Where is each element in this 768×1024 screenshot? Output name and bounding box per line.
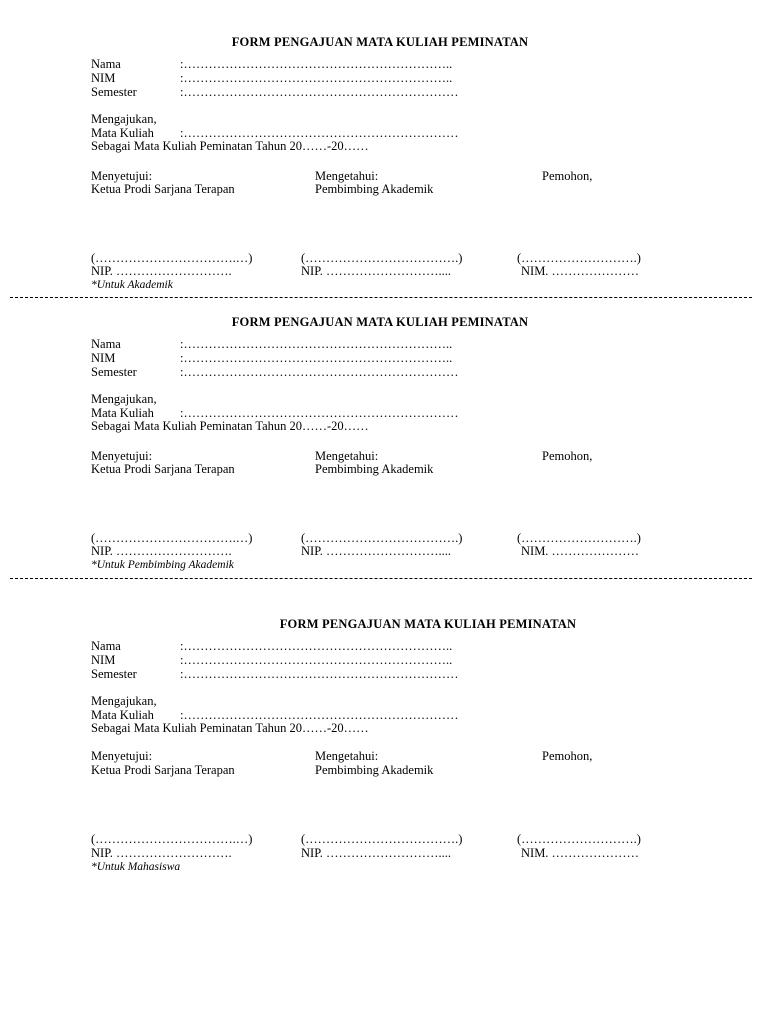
nim-field[interactable]: :……………………………………………………….. — [180, 71, 453, 85]
signature-kaprodi[interactable]: (…………………………….…) — [91, 832, 253, 846]
nim-label: NIM — [91, 653, 116, 667]
menyetujui-label: Menyetujui: — [91, 449, 153, 463]
pembimbing-label: Pembimbing Akademik — [315, 462, 434, 476]
nama-field[interactable]: :……………………………………………………….. — [180, 639, 453, 653]
pemohon-label: Pemohon, — [542, 169, 593, 183]
pemohon-label: Pemohon, — [542, 449, 593, 463]
form-title: FORM PENGAJUAN MATA KULIAH PEMINATAN — [231, 315, 529, 329]
mata-kuliah-field[interactable]: :………………………………………………………… — [180, 126, 459, 140]
kaprodi-label: Ketua Prodi Sarjana Terapan — [91, 182, 235, 196]
nama-label: Nama — [91, 639, 121, 653]
signature-pemohon[interactable]: (……………………….) — [517, 531, 641, 545]
form-title: FORM PENGAJUAN MATA KULIAH PEMINATAN — [279, 617, 577, 631]
nip-kaprodi-field[interactable]: NIP. ………………………. — [91, 264, 232, 278]
kaprodi-label: Ketua Prodi Sarjana Terapan — [91, 763, 235, 777]
mata-kuliah-field[interactable]: :………………………………………………………… — [180, 708, 459, 722]
mata-kuliah-label: Mata Kuliah — [91, 406, 154, 420]
signature-kaprodi[interactable]: (…………………………….…) — [91, 531, 253, 545]
menyetujui-label: Menyetujui: — [91, 749, 153, 763]
mata-kuliah-field[interactable]: :………………………………………………………… — [180, 406, 459, 420]
mengajukan-text: Mengajukan, — [91, 392, 157, 406]
kaprodi-label: Ketua Prodi Sarjana Terapan — [91, 462, 235, 476]
semester-field[interactable]: :………………………………………………………… — [180, 667, 459, 681]
nama-label: Nama — [91, 57, 121, 71]
copy-note: *Untuk Akademik — [91, 279, 173, 291]
nim-field[interactable]: :……………………………………………………….. — [180, 653, 453, 667]
tahun-text[interactable]: Sebagai Mata Kuliah Peminatan Tahun 20……-20…… — [91, 139, 369, 153]
signature-pembimbing[interactable]: (……………………………….) — [301, 251, 463, 265]
nama-field[interactable]: :……………………………………………………….. — [180, 57, 453, 71]
nim-pemohon-field[interactable]: NIM. ………………… — [521, 264, 640, 278]
signature-pemohon[interactable]: (……………………….) — [517, 251, 641, 265]
nama-field[interactable]: :……………………………………………………….. — [180, 337, 453, 351]
nip-kaprodi-field[interactable]: NIP. ………………………. — [91, 544, 232, 558]
mengajukan-text: Mengajukan, — [91, 112, 157, 126]
pemohon-label: Pemohon, — [542, 749, 593, 763]
nama-label: Nama — [91, 337, 121, 351]
nim-pemohon-field[interactable]: NIM. ………………… — [521, 846, 640, 860]
cut-line — [10, 297, 752, 298]
mengajukan-text: Mengajukan, — [91, 694, 157, 708]
pembimbing-label: Pembimbing Akademik — [315, 182, 434, 196]
signature-pembimbing[interactable]: (……………………………….) — [301, 832, 463, 846]
signature-pemohon[interactable]: (……………………….) — [517, 832, 641, 846]
semester-field[interactable]: :………………………………………………………… — [180, 365, 459, 379]
semester-label: Semester — [91, 365, 137, 379]
semester-label: Semester — [91, 667, 137, 681]
pembimbing-label: Pembimbing Akademik — [315, 763, 434, 777]
copy-note: *Untuk Mahasiswa — [91, 861, 181, 873]
mata-kuliah-label: Mata Kuliah — [91, 708, 154, 722]
signature-kaprodi[interactable]: (…………………………….…) — [91, 251, 253, 265]
nim-label: NIM — [91, 71, 116, 85]
mengetahui-label: Mengetahui: — [315, 449, 379, 463]
tahun-text[interactable]: Sebagai Mata Kuliah Peminatan Tahun 20……-20…… — [91, 721, 369, 735]
nip-kaprodi-field[interactable]: NIP. ………………………. — [91, 846, 232, 860]
nim-field[interactable]: :……………………………………………………….. — [180, 351, 453, 365]
nip-pembimbing-field[interactable]: NIP. ……………………….... — [301, 264, 452, 278]
nim-pemohon-field[interactable]: NIM. ………………… — [521, 544, 640, 558]
nim-label: NIM — [91, 351, 116, 365]
menyetujui-label: Menyetujui: — [91, 169, 153, 183]
nip-pembimbing-field[interactable]: NIP. ……………………….... — [301, 846, 452, 860]
form-title: FORM PENGAJUAN MATA KULIAH PEMINATAN — [231, 35, 529, 49]
mata-kuliah-label: Mata Kuliah — [91, 126, 154, 140]
mengetahui-label: Mengetahui: — [315, 749, 379, 763]
semester-field[interactable]: :………………………………………………………… — [180, 85, 459, 99]
signature-pembimbing[interactable]: (……………………………….) — [301, 531, 463, 545]
tahun-text[interactable]: Sebagai Mata Kuliah Peminatan Tahun 20……-20…… — [91, 419, 369, 433]
nip-pembimbing-field[interactable]: NIP. ……………………….... — [301, 544, 452, 558]
semester-label: Semester — [91, 85, 137, 99]
mengetahui-label: Mengetahui: — [315, 169, 379, 183]
cut-line — [10, 578, 752, 579]
copy-note: *Untuk Pembimbing Akademik — [91, 559, 234, 571]
